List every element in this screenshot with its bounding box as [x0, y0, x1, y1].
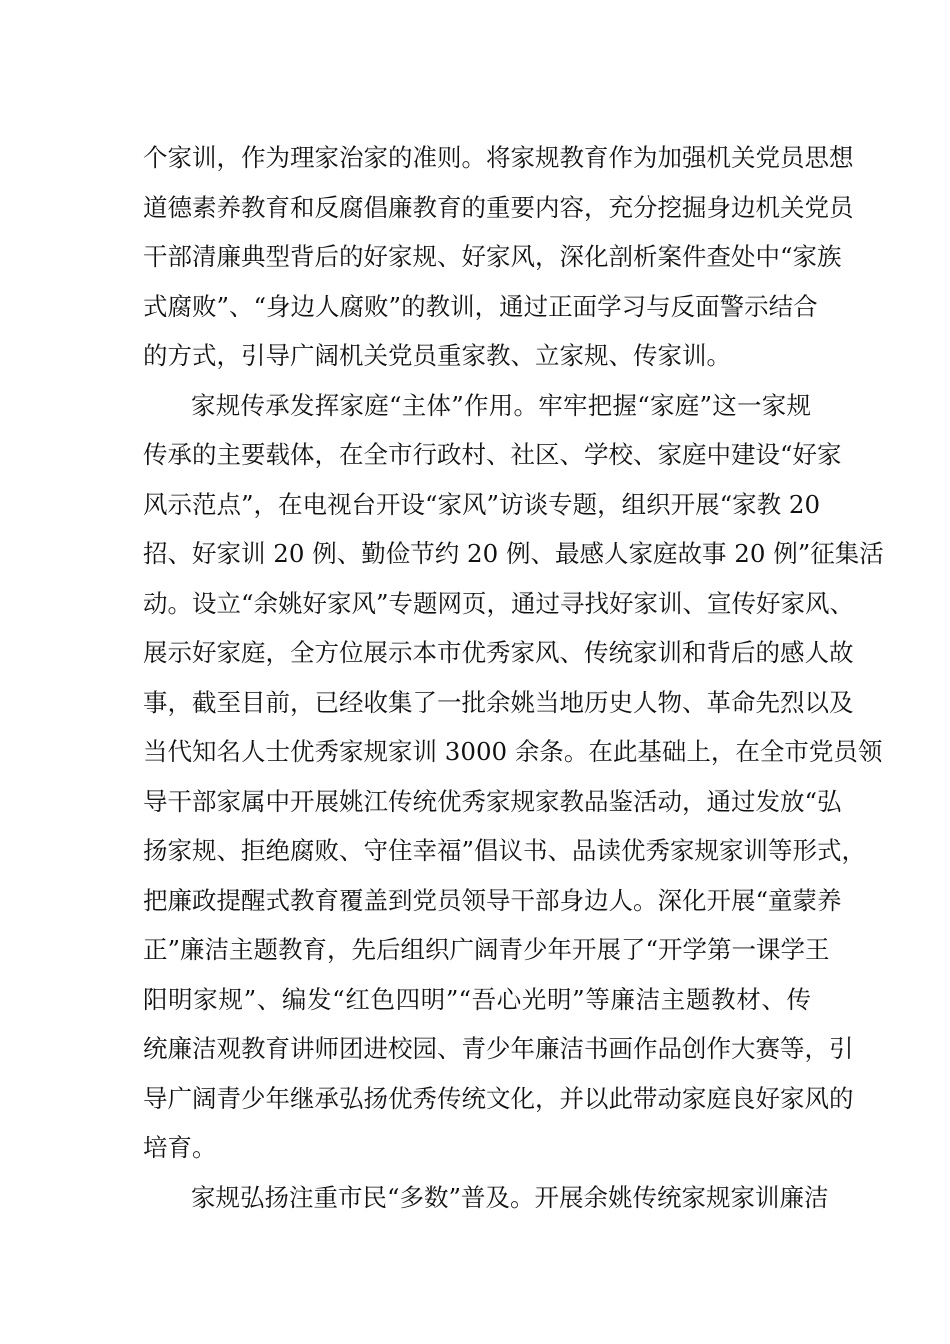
text-line: 家规弘扬注重市民“多数”普及。开展余姚传统家规家训廉洁: [191, 1182, 829, 1212]
text-line: 的方式，引导广阔机关党员重家教、立家规、传家训。: [143, 341, 731, 370]
text-line: 当代知名人士优秀家规家训 3000 余条。在此基础上，在全市党员领: [143, 737, 883, 766]
text-line: 道德素养教育和反腐倡廉教育的重要内容，充分挖掘身边机关党员: [143, 192, 854, 222]
text-line: 导广阔青少年继承弘扬优秀传统文化，并以此带动家庭良好家风的: [143, 1083, 854, 1113]
text-line: 传承的主要载体，在全市行政村、社区、学校、家庭中建设“好家: [143, 440, 842, 469]
text-line: 培育。: [143, 1133, 217, 1162]
paragraph: [143, 133, 854, 381]
document-body: [143, 133, 884, 1222]
text-line: 阳明家规”、编发“红色四明”“吾心光明”等廉洁主题教材、传: [143, 984, 811, 1014]
text-line: 风示范点”，在电视台开设“家风”访谈专题，组织开展“家教 20: [143, 489, 821, 519]
paragraph: [143, 381, 884, 1173]
text-line: 干部清廉典型背后的好家规、好家风，深化剖析案件查处中“家族: [143, 242, 842, 271]
text-line: 统廉洁观教育讲师团进校园、青少年廉洁书画作品创作大赛等，引: [143, 1034, 854, 1063]
text-line: 导干部家属中开展姚江传统优秀家规家教品鉴活动，通过发放“弘: [143, 786, 842, 816]
text-line: 正”廉洁主题教育，先后组织广阔青少年开展了“开学第一课学王: [143, 935, 830, 964]
text-line: 家规传承发挥家庭“主体”作用。牢牢把握“家庭”这一家规: [191, 390, 811, 420]
text-line: 招、好家训 20 例、勤俭节约 20 例、最感人家庭故事 20 例”征集活: [143, 539, 884, 568]
text-line: 式腐败”、“身边人腐败”的教训，通过正面学习与反面警示结合: [143, 291, 818, 321]
text-line: 扬家规、拒绝腐败、守住幸福”倡议书、品读优秀家规家训等形式，: [143, 836, 867, 865]
text-line: 事，截至目前，已经收集了一批余姚当地历史人物、革命先烈以及: [143, 687, 854, 717]
paragraph: [143, 1173, 829, 1223]
text-line: 动。设立“余姚好家风”专题网页，通过寻找好家训、宣传好家风、: [143, 588, 855, 618]
text-line: 展示好家庭，全方位展示本市优秀家风、传统家训和背后的感人故: [143, 638, 854, 667]
text-line: 个家训，作为理家治家的准则。将家规教育作为加强机关党员思想: [143, 143, 854, 172]
text-line: 把廉政提醒式教育覆盖到党员领导干部身边人。深化开展“童蒙养: [143, 885, 842, 915]
